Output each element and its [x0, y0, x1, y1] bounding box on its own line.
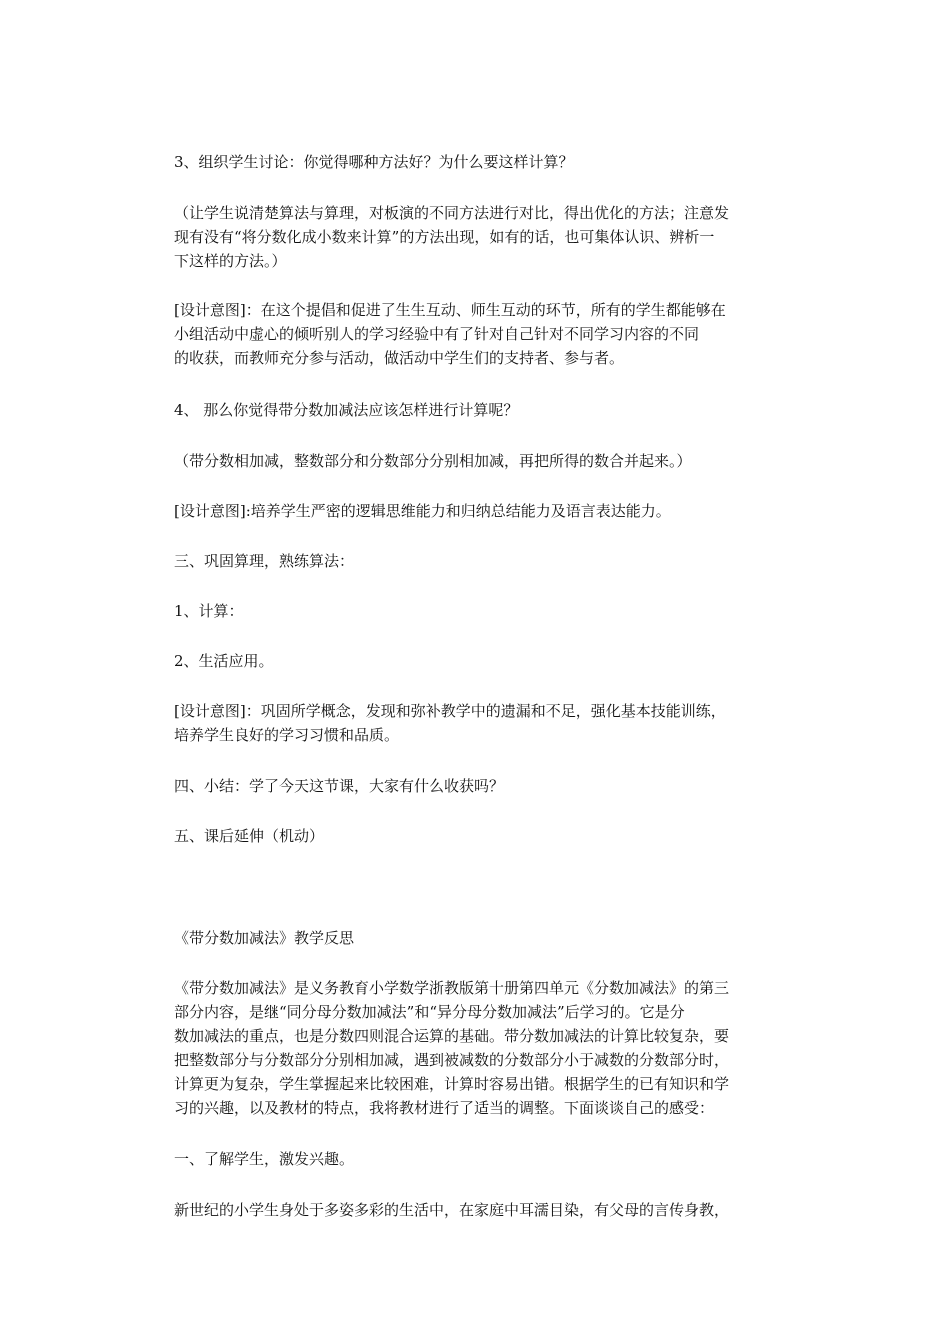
paragraph-question-4 [174, 398, 794, 422]
paragraph-reflection-body [174, 1198, 794, 1222]
paragraph-teaching-note [174, 201, 794, 273]
paragraph-design-intent-1 [174, 298, 794, 370]
text-line: [设计意图]:培养学生严密的逻辑思维能力和归纳总结能力及语言表达能力。 [174, 502, 671, 520]
text-line: 培养学生良好的学习习惯和品质。 [174, 726, 400, 744]
text-line: 《带分数加减法》是义务教育小学数学浙教版第十册第四单元《分数加减法》的第三 [174, 979, 730, 997]
text-line: [设计意图]：在这个提倡和促进了生生互动、师生互动的环节，所有的学生都能够在 [174, 301, 726, 319]
text-line: 2、生活应用。 [174, 652, 274, 670]
text-line: 五、课后延伸（机动） [174, 827, 325, 845]
reflection-heading-1 [174, 1147, 794, 1171]
text-line: 《带分数加减法》教学反思 [174, 929, 355, 947]
text-line: 三、巩固算理，熟练算法： [174, 552, 355, 570]
text-line: 小组活动中虚心的倾听别人的学习经验中有了针对自己针对不同学习内容的不同 [174, 325, 700, 343]
text-line: 新世纪的小学生身处于多姿多彩的生活中，在家庭中耳濡目染，有父母的言传身教， [174, 1201, 730, 1219]
paragraph-design-intent-3 [174, 699, 794, 747]
reflection-title [174, 926, 794, 950]
text-line: 部分内容，是继“同分母分数加减法”和“异分母分数加减法”后学习的。它是分 [174, 1003, 685, 1021]
text-line: 下这样的方法。） [174, 252, 287, 270]
text-line: 四、小结：学了今天这节课，大家有什么收获吗？ [174, 777, 505, 795]
text-line: 4、 那么你觉得带分数加减法应该怎样进行计算呢？ [174, 401, 519, 419]
section-heading-5 [174, 824, 794, 848]
text-line: （带分数相加减，整数部分和分数部分分别相加减，再把所得的数合并起来。） [174, 452, 692, 470]
section-heading-3 [174, 549, 794, 573]
paragraph-calculation [174, 599, 794, 623]
section-heading-4 [174, 774, 794, 798]
paragraph-life-application [174, 649, 794, 673]
text-line: （让学生说清楚算法与算理，对板演的不同方法进行对比，得出优化的方法；注意发 [174, 204, 730, 222]
text-line: [设计意图]：巩固所学概念，发现和弥补教学中的遗漏和不足，强化基本技能训练， [174, 702, 726, 720]
text-line: 数加减法的重点，也是分数四则混合运算的基础。带分数加减法的计算比较复杂，要 [174, 1027, 730, 1045]
text-line: 把整数部分与分数部分分别相加减，遇到被减数的分数部分小于减数的分数部分时， [174, 1051, 730, 1069]
text-line: 一、了解学生，激发兴趣。 [174, 1150, 355, 1168]
text-line: 3、组织学生讨论：你觉得哪种方法好？为什么要这样计算？ [174, 153, 574, 171]
text-line: 习的兴趣，以及教材的特点，我将教材进行了适当的调整。下面谈谈自己的感受： [174, 1099, 715, 1117]
paragraph-design-intent-2 [174, 499, 794, 523]
paragraph-reflection-intro [174, 976, 794, 1120]
text-line: 现有没有“将分数化成小数来计算”的方法出现，如有的话，也可集体认识、辨析一 [174, 228, 715, 246]
paragraph-rule-summary [174, 449, 794, 473]
text-line: 的收获，而教师充分参与活动，做活动中学生们的支持者、参与者。 [174, 349, 625, 367]
text-line: 计算更为复杂，学生掌握起来比较困难，计算时容易出错。根据学生的已有知识和学 [174, 1075, 730, 1093]
text-line: 1、计算： [174, 602, 244, 620]
paragraph-discussion-question [174, 150, 794, 174]
